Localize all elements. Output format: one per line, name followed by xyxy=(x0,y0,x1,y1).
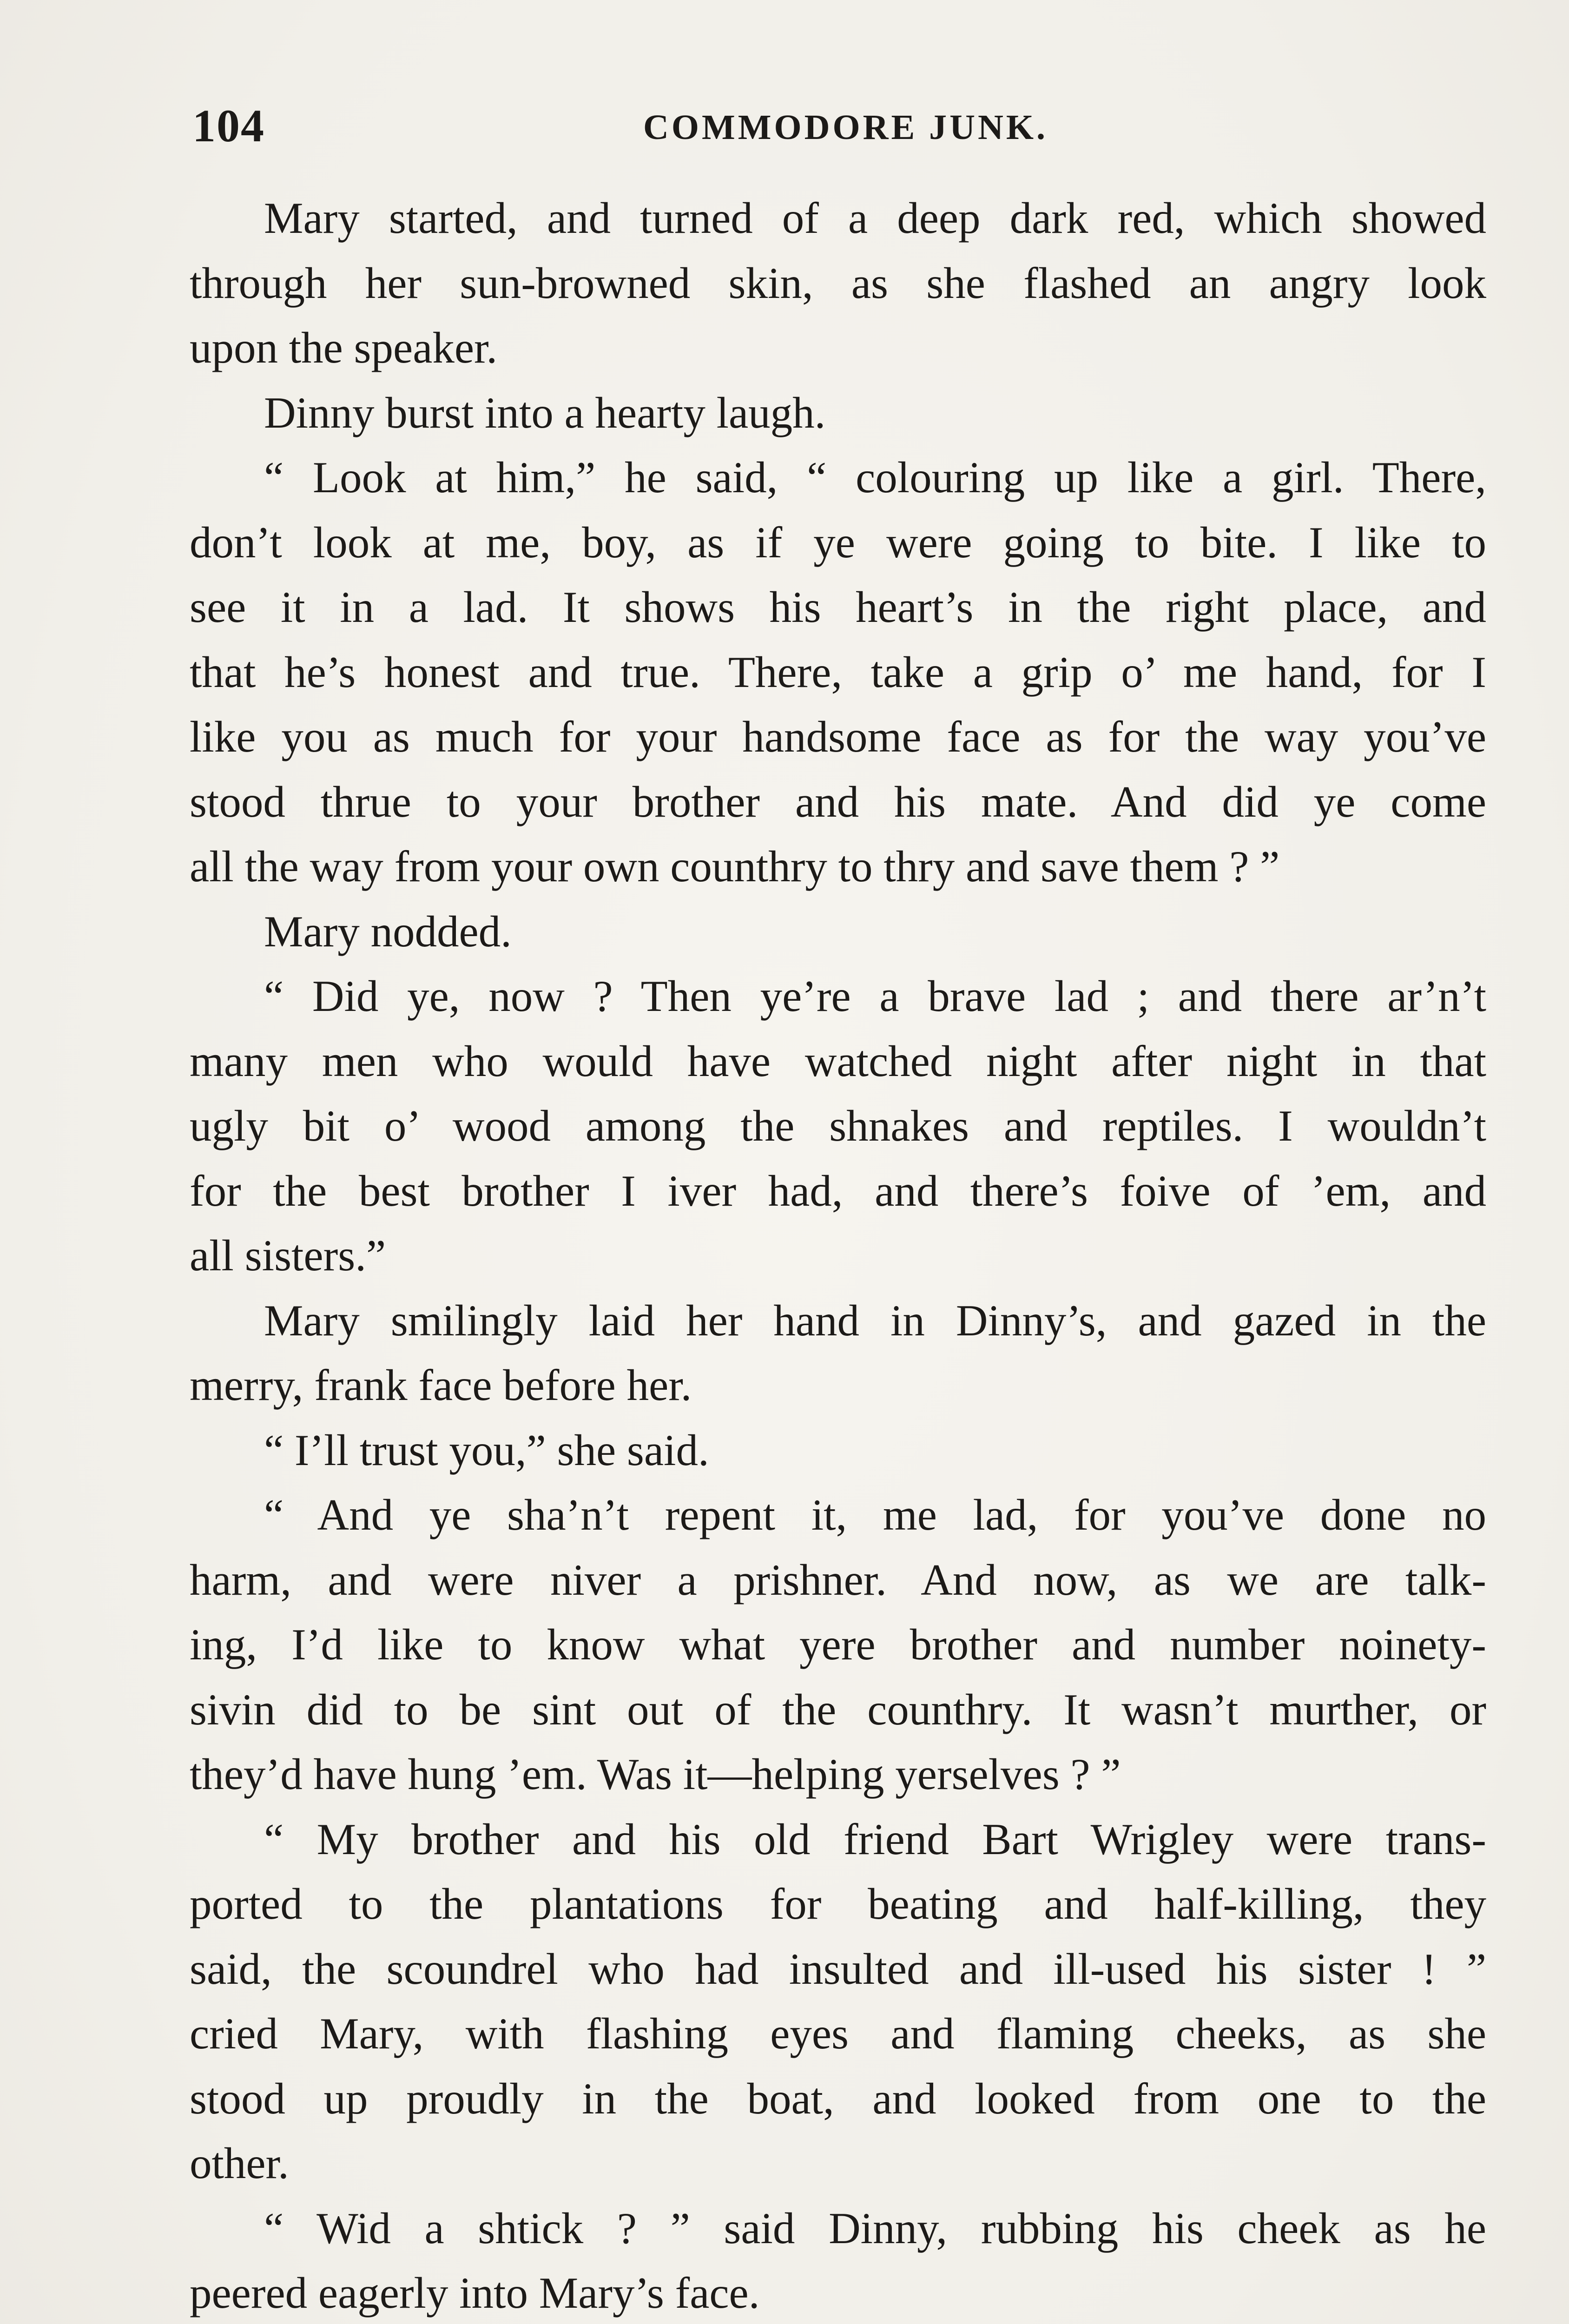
text-line: peered eagerly into Mary’s face. xyxy=(190,2268,760,2317)
text-line: “ Wid a shtick ? ” said Dinny, rubbing his cheek as he xyxy=(264,2203,1486,2253)
body-text xyxy=(190,186,1486,2324)
running-head: COMMODORE JUNK. xyxy=(643,108,1048,147)
text-line: harm, and were niver a prishner. And now, as we are talk- xyxy=(190,1555,1486,1604)
page-number: 104 xyxy=(192,100,265,152)
text-line: all sisters.” xyxy=(190,1231,386,1280)
text-line: stood up proudly in the boat, and looked from one to the xyxy=(190,2073,1486,2123)
text-line: they’d have hung ’em. Was it—helping yerselves ? ” xyxy=(190,1750,1121,1799)
text-line: Dinny burst into a hearty laugh. xyxy=(264,388,826,437)
text-line: “ Did ye, now ? Then ye’re a brave lad ; and there ar’n’t xyxy=(264,971,1486,1021)
text-line: “ I’ll trust you,” she said. xyxy=(264,1425,709,1475)
text-line: for the best brother I iver had, and there’s foive of ’em, and xyxy=(190,1166,1486,1215)
text-line: ing, I’d like to know what yere brother and number noinety- xyxy=(190,1620,1486,1669)
text-line: ugly bit o’ wood among the shnakes and reptiles. I wouldn’t xyxy=(190,1101,1486,1150)
text-line: other. xyxy=(190,2139,289,2188)
text-line: don’t look at me, boy, as if ye were going to bite. I like to xyxy=(190,517,1486,567)
text-line: like you as much for your handsome face as for the way you’ve xyxy=(190,712,1486,761)
text-line: cried Mary, with flashing eyes and flaming cheeks, as she xyxy=(190,2009,1486,2058)
text-line: Mary started, and turned of a deep dark red, which showed xyxy=(264,193,1486,243)
text-line: “ Look at him,” he said, “ colouring up like a girl. There, xyxy=(264,453,1486,502)
text-line: many men who would have watched night after night in that xyxy=(190,1036,1486,1086)
text-line: said, the scoundrel who had insulted and ill-used his sister ! ” xyxy=(190,1944,1486,1994)
text-line: through her sun-browned skin, as she flashed an angry look xyxy=(190,258,1486,308)
text-line: see it in a lad. It shows his heart’s in the right place, and xyxy=(190,582,1486,632)
page-header xyxy=(192,91,1484,161)
text-line: sivin did to be sint out of the counthry. It wasn’t murther, or xyxy=(190,1684,1486,1734)
text-line: Mary nodded. xyxy=(264,906,512,956)
text-line: “ And ye sha’n’t repent it, me lad, for you’ve done no xyxy=(264,1490,1486,1539)
text-line: Mary smilingly laid her hand in Dinny’s, and gazed in the xyxy=(264,1295,1486,1345)
text-line: “ My brother and his old friend Bart Wrigley were trans- xyxy=(264,1814,1486,1864)
text-line: merry, frank face before her. xyxy=(190,1360,692,1410)
text-line: stood thrue to your brother and his mate. And did ye come xyxy=(190,777,1486,826)
text-line: upon the speaker. xyxy=(190,323,498,372)
text-line: ported to the plantations for beating and half-killing, they xyxy=(190,1879,1486,1928)
text-line: all the way from your own counthry to thry and save them ? ” xyxy=(190,842,1280,891)
text-line: that he’s honest and true. There, take a grip o’ me hand, for I xyxy=(190,647,1486,697)
